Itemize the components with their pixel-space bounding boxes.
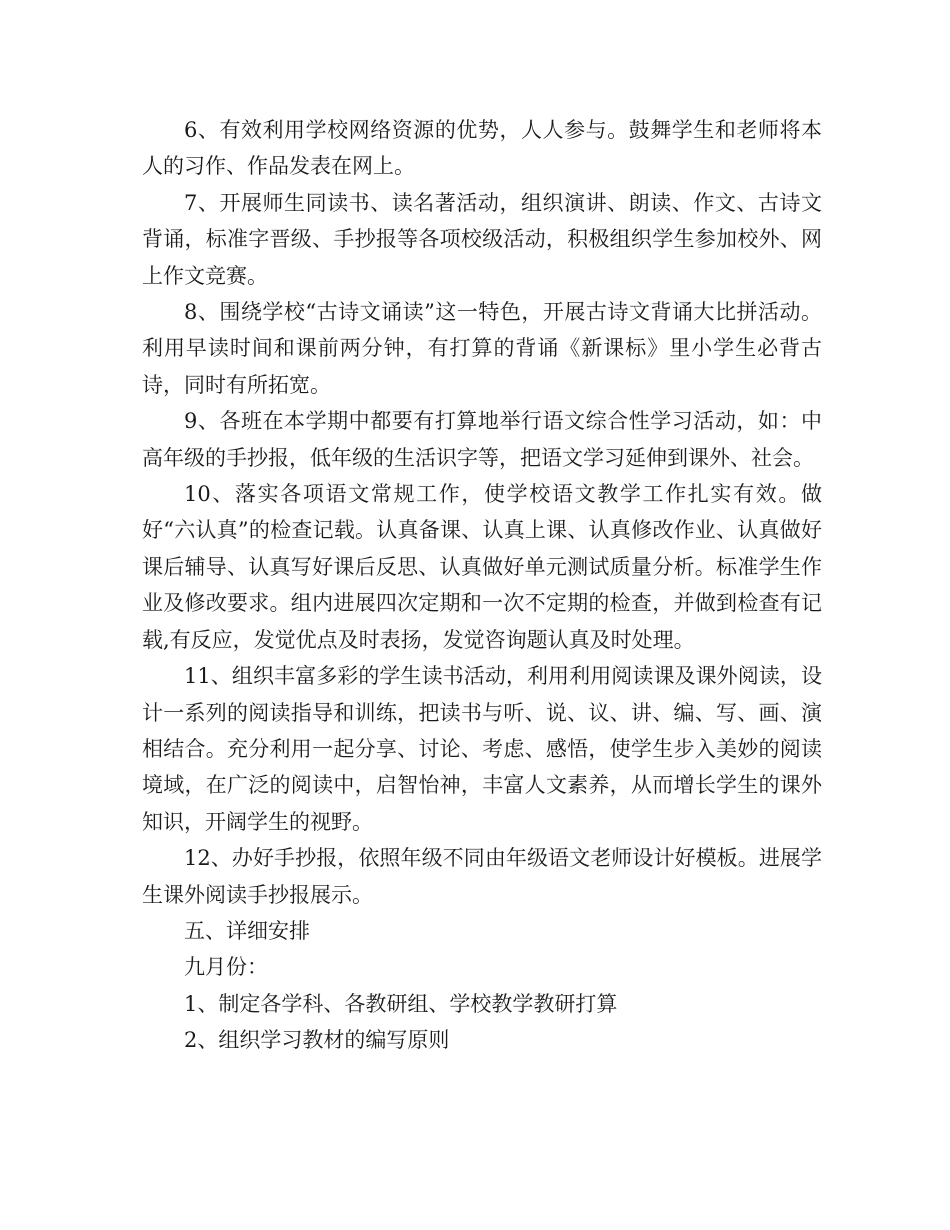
document-body bbox=[142, 112, 822, 1059]
month-heading-september: 九月份： bbox=[184, 955, 268, 980]
paragraph-item-7: 7、开展师生同读书、读名著活动，组织演讲、朗读、作文、古诗文背诵，标准字晋级、手抄报等各项校级活动，积极组织学生参加校外、网上作文竞赛。 bbox=[142, 190, 822, 288]
section-heading-schedule: 五、详细安排 bbox=[184, 918, 310, 943]
paragraph-item-6: 6、有效利用学校网络资源的优势，人人参与。鼓舞学生和老师将本人的习作、作品发表在网上。 bbox=[142, 118, 822, 179]
paragraph-item-11: 11、组织丰富多彩的学生读书活动，利用利用阅读课及课外阅读，设计一系列的阅读指导和训练，把读书与听、说、议、讲、编、写、画、演相结合。充分利用一起分享、讨论、考虑、感悟，使学生步入美妙的阅读境域，在广泛的阅读中，启智怡神，丰富人文素养，从而增长学生的课外知识，开阔学生的视野。 bbox=[142, 664, 822, 834]
schedule-item-1: 1、制定各学科、各教研组、学校教学教研打算 bbox=[184, 991, 618, 1016]
paragraph-item-8: 8、围绕学校“古诗文诵读”这一特色，开展古诗文背诵大比拼活动。利用早读时间和课前两分钟，有打算的背诵《新课标》里小学生必背古诗，同时有所拓宽。 bbox=[142, 300, 822, 397]
paragraph-item-10: 10、落实各项语文常规工作，使学校语文教学工作扎实有效。做好“六认真”的检查记载。认真备课、认真上课、认真修改作业、认真做好课后辅导、认真写好课后反思、认真做好单元测试质量分析。标准学生作业及修改要求。组内进展四次定期和一次不定期的检查，并做到检查有记载,有反应，发觉优点及时表扬，发觉咨询题认真及时处理。 bbox=[142, 482, 822, 652]
schedule-item-2: 2、组织学习教材的编写原则 bbox=[184, 1028, 450, 1053]
paragraph-item-12: 12、办好手抄报，依照年级不同由年级语文老师设计好模板。进展学生课外阅读手抄报展示。 bbox=[142, 846, 822, 907]
paragraph-item-9: 9、各班在本学期中都要有打算地举行语文综合性学习活动，如：中高年级的手抄报，低年级的生活识字等，把语文学习延伸到课外、社会。 bbox=[142, 409, 822, 470]
